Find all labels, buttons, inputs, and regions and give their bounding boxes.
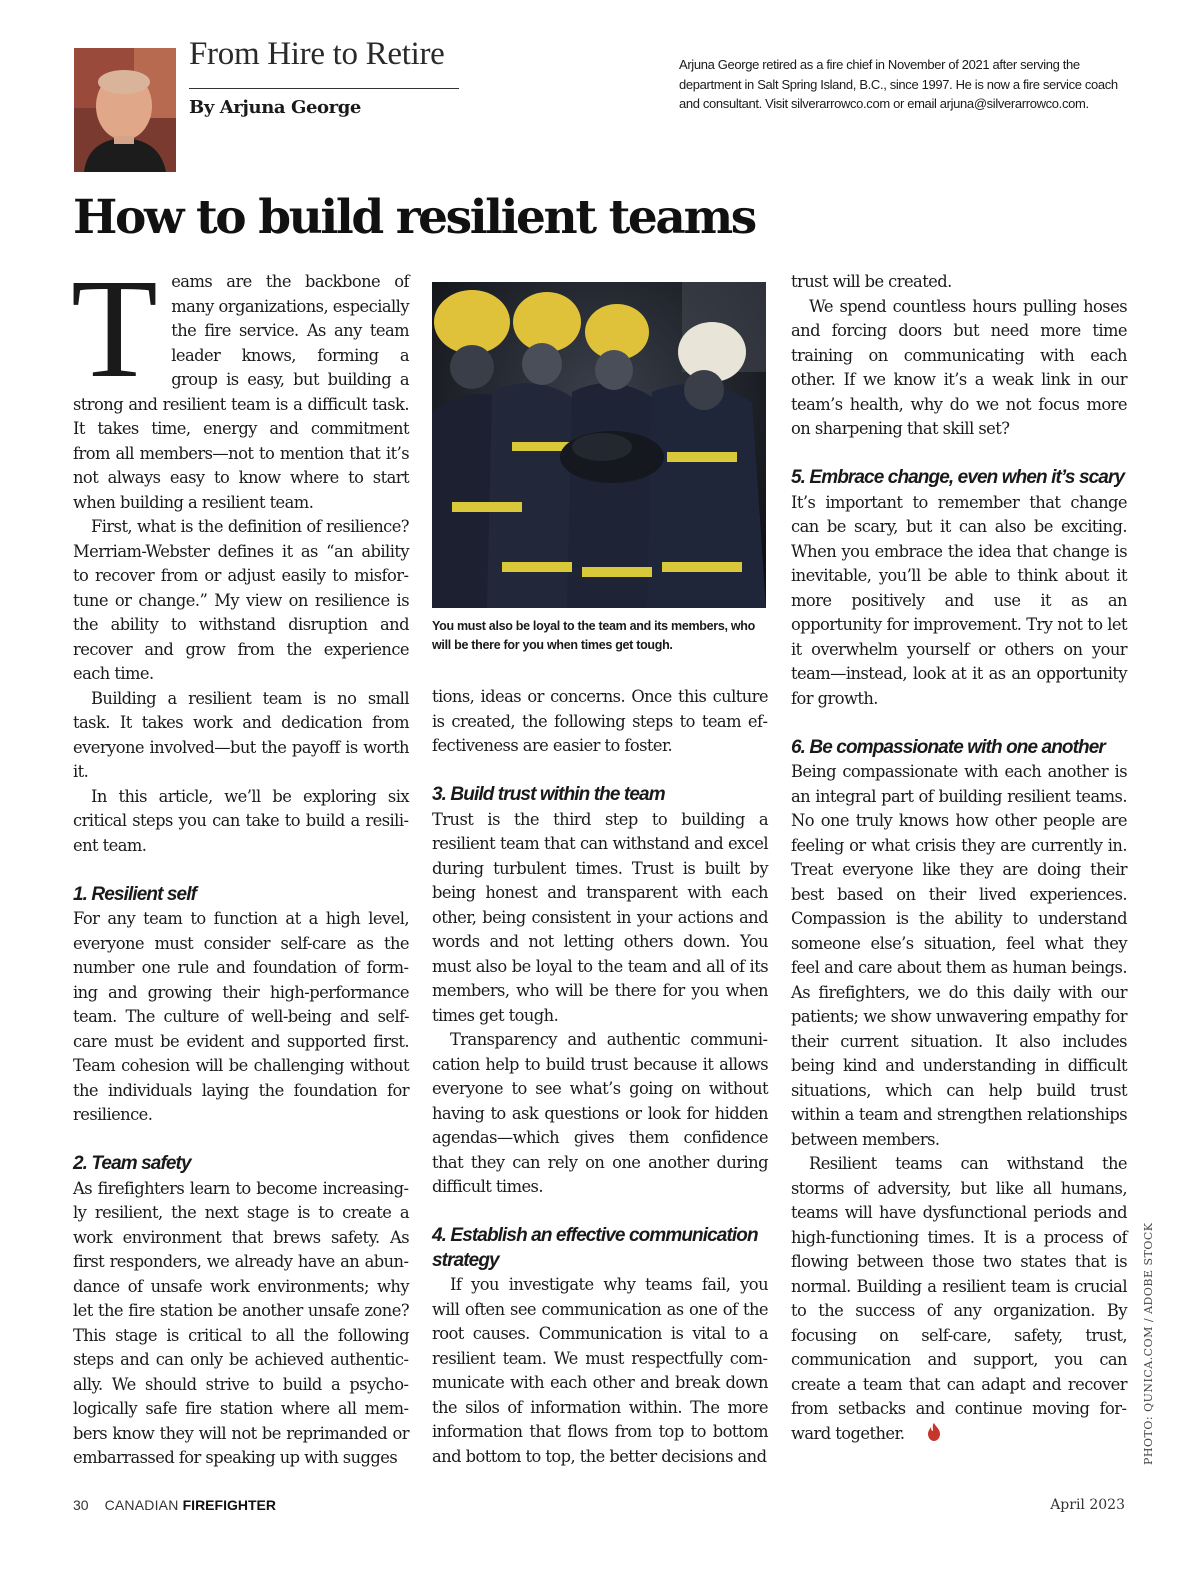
section-4-heading: 4. Establish an effective communication strategy: [432, 1225, 758, 1271]
section-6-text: Being compassionate with each another is an integral part of building resilient teams. No one truly knows how other people are feeling or what crisis they are currently in. Treat everyone like they are doing their best based on their lived experiences. Compassion is the ability to understand someone else’s situation, feel what they feel and care about them as human beings. As firefighters, we do this daily with our patients; we show unwavering empathy for their current situation. It also includes being kind and understanding in difficult situations, which can help build trust within a team and strengthen relationships between members.: [791, 762, 1127, 1149]
photo-credit-text: PHOTO: QUNICA.COM / ADOBE STOCK: [1142, 1222, 1155, 1465]
section-3-text-2: Transparency and authentic communication help to build trust because it allows everyone to see what’s going on without having to ask questions or look for hidden agendas—which gives them confidence that they can rely on one another during difficult times.: [432, 1030, 768, 1196]
photo-caption: You must also be loyal to the team and its members, who will be there for you when times get tough.: [432, 619, 755, 652]
section-2-text-continued: tions, ideas or concerns. Once this culture is created, the following steps to team effectiveness are easier to foster.: [432, 687, 768, 755]
page-number: 30: [73, 1497, 89, 1513]
magazine-name: FIREFIGHTER: [182, 1497, 276, 1513]
photo-credit: [1141, 1222, 1159, 1465]
section-1-text: For any team to function at a high level, everyone must consider self-care as the number one rule and foundation of forming and growing their high-performance team. The culture of well-being and self-care must be evident and supported first. Team cohesion will be challenging without the individuals laying the foundation for resilience.: [73, 909, 409, 1124]
section-5-text: It’s important to remember that change can be scary, but it can also be exciting. When you embrace the idea that change is inevitable, you’ll be able to think about it more positively and use it as an opportunity for improvement. Try not to let it overwhelm yourself or others on your team—instead, look at it as an opportunity for growth.: [791, 492, 1127, 708]
article-headline: How to build resilient teams: [73, 190, 755, 245]
author-bio: Arjuna George retired as a fire chief in November of 2021 after serving the department in Salt Spring Island, B.C., since 1997. He is now a fire service coach and consultant. Visit silverarrowco.com or email arjuna@silverarrowco.com.: [679, 57, 1118, 111]
section-3-text: Trust is the third step to building a resilient team that can withstand and excel during turbulent times. Trust is built by being honest and transparent with each other, being consistent in your actions and words and not letting others down. You must also be loyal to the team and all of its members, who will be there for you when times get tough.: [432, 809, 768, 1025]
author-byline: By Arjuna George: [189, 97, 361, 118]
title-divider: [189, 88, 459, 89]
footer-left: [73, 1497, 276, 1513]
conclusion-text: Resilient teams can withstand the storms of adversity, but like all humans, teams will have dysfunctional periods and high-functioning times. It is a process of flowing between those two states that is normal. Building a resilient team is crucial to the success of any organization. By focusing on self-care, safety, trust, communication and support, you can create a team that can adapt and recover from setbacks and continue moving forward together.: [791, 1154, 1127, 1443]
definition-paragraph: First, what is the definition of resilience? Merriam-Webster defines it as “an ability to recover from or adjust easily to misfortune or change.” My view on resilience is the ability to withstand disruption and recover and grow from the experience each time.: [73, 517, 409, 683]
section-4-text-2: We spend countless hours pulling hoses and forcing doors but need more time training on communicating with each other. If we know it’s a weak link in our team’s health, why do we not focus more on sharpening that skill set?: [791, 296, 1127, 438]
conclusion-paragraph: [791, 1152, 1127, 1446]
section-2-text: As firefighters learn to become increasingly resilient, the next stage is to create a work environment that brews safety. As first responders, we already have an abundance of unsafe work environments; why let the fire station be another unsafe zone? This stage is critical to all the following steps and can only be achieved authentically. We should strive to build a psychologically safe fire station where all members know they will not be reprimanded or embarrassed for speaking up with sugges: [73, 1178, 409, 1467]
author-headshot: [74, 48, 176, 172]
section-4-text: If you investigate why teams fail, you will often see communication as one of the root causes. Communication is vital to a resilient team. We must respectfully communicate with each other and break down the silos of information within. The more information that flows from top to bottom and bottom to top, the better decisions and: [432, 1275, 768, 1466]
flame-icon: [909, 1423, 923, 1441]
intro-text: eams are the backbone of many organizations, especially the fire service. As any team leader knows, forming a group is easy, but building a strong and resilient team is a difficult task. It takes time, energy and commitment from all members—not to mention that it’s not always easy to know where to start when building a resilient team.: [73, 272, 409, 512]
section-2-heading: 2. Team safety: [73, 1153, 191, 1174]
drop-cap: T: [71, 249, 158, 407]
section-4-text-continued: trust will be created.: [791, 272, 952, 291]
intro-paragraph: [71, 249, 409, 515]
column-title: From Hire to Retire: [189, 36, 445, 72]
firefighters-photo: [432, 282, 766, 608]
section-5-heading: 5. Embrace change, even when it’s scary: [791, 467, 1125, 488]
section-6-heading: 6. Be compassionate with one another: [791, 736, 1105, 758]
column-2: [432, 685, 768, 1469]
issue-date: April 2023: [1050, 1497, 1125, 1513]
building-paragraph: Building a resilient team is no small task. It takes work and dedication from everyone involved—but the payoff is worth it.: [73, 688, 409, 781]
section-1-heading: 1. Resilient self: [73, 883, 197, 905]
column-1: [71, 249, 409, 1471]
section-3-heading: 3. Build trust within the team: [432, 784, 665, 805]
exploring-paragraph: In this article, we’ll be exploring six critical steps you can take to build a resilient team.: [73, 786, 409, 855]
magazine-prefix: CANADIAN: [104, 1497, 183, 1513]
column-3: [791, 270, 1127, 1446]
